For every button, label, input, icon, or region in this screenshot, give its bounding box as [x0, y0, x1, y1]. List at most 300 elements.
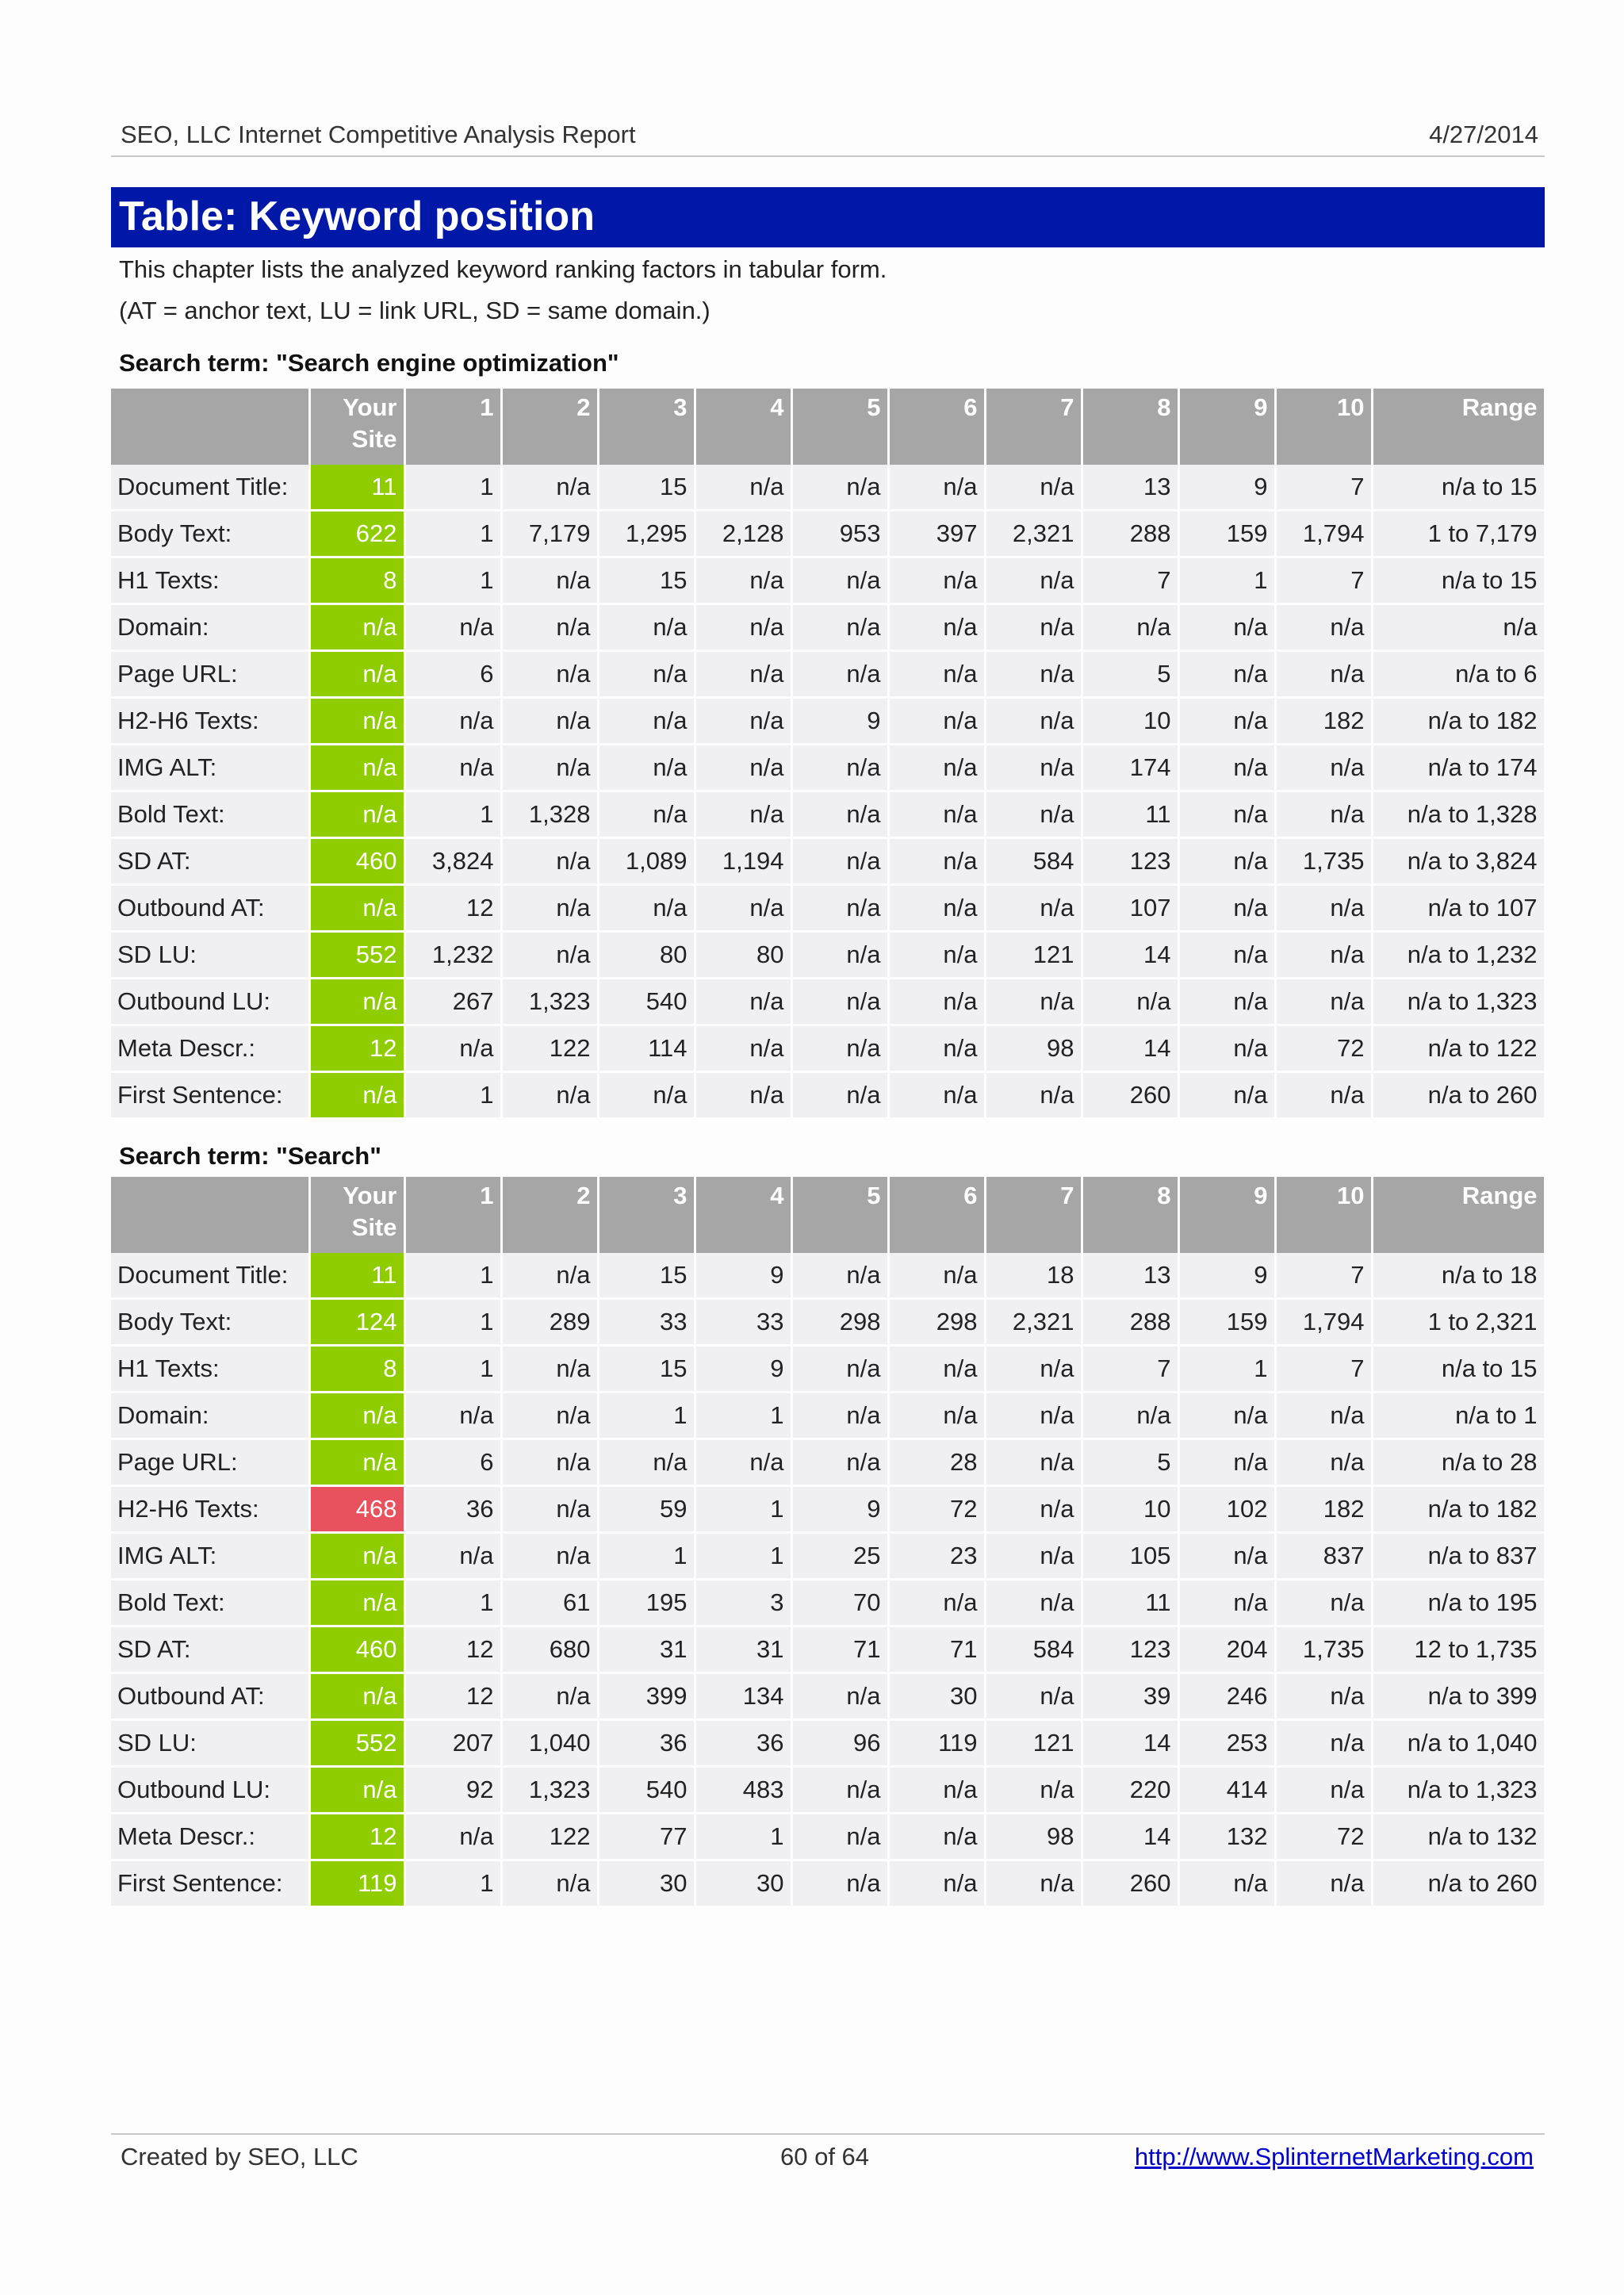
competitor-cell: 2,321: [985, 1299, 1082, 1346]
competitor-cell: n/a: [1178, 791, 1275, 838]
row-label: SD AT:: [111, 838, 309, 885]
competitor-cell: 195: [598, 1580, 695, 1626]
competitor-cell: n/a: [888, 1346, 985, 1393]
competitor-cell: n/a: [791, 1072, 888, 1119]
competitor-cell: n/a: [598, 791, 695, 838]
competitor-cell: 1,735: [1275, 1626, 1372, 1673]
column-header: 1: [404, 389, 501, 465]
range-cell: n/a to 107: [1372, 885, 1545, 932]
competitor-cell: 122: [501, 1025, 598, 1072]
table-row: [111, 791, 1545, 838]
competitor-cell: n/a: [888, 1580, 985, 1626]
competitor-cell: 3,824: [404, 838, 501, 885]
your-site-cell: 460: [309, 838, 404, 885]
competitor-cell: n/a: [888, 465, 985, 511]
competitor-cell: n/a: [598, 885, 695, 932]
competitor-cell: n/a: [1275, 885, 1372, 932]
row-label: SD AT:: [111, 1626, 309, 1673]
competitor-cell: n/a: [791, 1439, 888, 1486]
competitor-cell: 9: [695, 1346, 791, 1393]
competitor-cell: 289: [501, 1299, 598, 1346]
competitor-cell: n/a: [1178, 838, 1275, 885]
row-label: SD LU:: [111, 932, 309, 979]
competitor-cell: 1: [404, 1072, 501, 1119]
search-term-label-1: Search term: "Search engine optimization": [119, 349, 619, 377]
header-row: [111, 389, 1545, 465]
competitor-cell: 119: [888, 1720, 985, 1767]
competitor-cell: n/a: [985, 1860, 1082, 1907]
competitor-cell: 2,128: [695, 511, 791, 557]
competitor-cell: n/a: [501, 1439, 598, 1486]
competitor-cell: n/a: [985, 1439, 1082, 1486]
competitor-cell: n/a: [888, 1393, 985, 1439]
competitor-cell: 1: [404, 557, 501, 604]
competitor-cell: n/a: [695, 791, 791, 838]
competitor-cell: n/a: [888, 1253, 985, 1299]
intro-line-2: (AT = anchor text, LU = link URL, SD = same domain.): [119, 297, 710, 324]
competitor-cell: n/a: [791, 1860, 888, 1907]
competitor-cell: n/a: [888, 1814, 985, 1860]
competitor-cell: n/a: [695, 651, 791, 698]
competitor-cell: 59: [598, 1486, 695, 1533]
range-cell: n/a to 1: [1372, 1393, 1545, 1439]
your-site-cell: n/a: [309, 885, 404, 932]
competitor-cell: 123: [1082, 1626, 1178, 1673]
competitor-cell: 102: [1178, 1486, 1275, 1533]
competitor-cell: 13: [1082, 1253, 1178, 1299]
column-header: 4: [695, 1177, 791, 1253]
competitor-cell: n/a: [404, 604, 501, 651]
competitor-cell: 10: [1082, 698, 1178, 745]
competitor-cell: 98: [985, 1814, 1082, 1860]
competitor-cell: 260: [1082, 1860, 1178, 1907]
row-label: Outbound AT:: [111, 885, 309, 932]
header-row: [111, 1177, 1545, 1253]
competitor-cell: 14: [1082, 1720, 1178, 1767]
competitor-cell: 174: [1082, 745, 1178, 791]
competitor-cell: 5: [1082, 1439, 1178, 1486]
competitor-cell: n/a: [404, 745, 501, 791]
competitor-cell: 30: [598, 1860, 695, 1907]
page-header: [111, 117, 1545, 157]
competitor-cell: 33: [598, 1299, 695, 1346]
competitor-cell: n/a: [598, 604, 695, 651]
search-term-label-2: Search term: "Search": [119, 1142, 381, 1170]
competitor-cell: 288: [1082, 511, 1178, 557]
competitor-cell: n/a: [985, 1533, 1082, 1580]
competitor-cell: n/a: [501, 465, 598, 511]
competitor-cell: n/a: [791, 1814, 888, 1860]
competitor-cell: n/a: [791, 791, 888, 838]
competitor-cell: 7: [1082, 1346, 1178, 1393]
competitor-cell: 1,735: [1275, 838, 1372, 885]
footer-page-number: 60 of 64: [780, 2143, 870, 2170]
competitor-cell: 7: [1275, 1253, 1372, 1299]
column-header: 8: [1082, 1177, 1178, 1253]
competitor-cell: 121: [985, 932, 1082, 979]
competitor-cell: 121: [985, 1720, 1082, 1767]
competitor-cell: n/a: [888, 979, 985, 1025]
your-site-cell: n/a: [309, 698, 404, 745]
competitor-cell: n/a: [695, 1025, 791, 1072]
competitor-cell: 399: [598, 1673, 695, 1720]
competitor-cell: 288: [1082, 1299, 1178, 1346]
competitor-cell: n/a: [1178, 745, 1275, 791]
competitor-cell: n/a: [791, 1346, 888, 1393]
competitor-cell: 70: [791, 1580, 888, 1626]
column-header: 5: [791, 389, 888, 465]
range-cell: n/a: [1372, 604, 1545, 651]
table-row: [111, 1253, 1545, 1299]
competitor-cell: n/a: [985, 885, 1082, 932]
competitor-cell: 7,179: [501, 511, 598, 557]
row-label: IMG ALT:: [111, 745, 309, 791]
competitor-cell: n/a: [404, 1025, 501, 1072]
competitor-cell: n/a: [888, 932, 985, 979]
competitor-cell: n/a: [1275, 1720, 1372, 1767]
competitor-cell: 80: [598, 932, 695, 979]
table-row: [111, 1299, 1545, 1346]
competitor-cell: 298: [791, 1299, 888, 1346]
range-cell: n/a to 260: [1372, 1860, 1545, 1907]
competitor-cell: 1: [404, 511, 501, 557]
range-cell: 1 to 7,179: [1372, 511, 1545, 557]
competitor-cell: 72: [1275, 1814, 1372, 1860]
competitor-cell: n/a: [1178, 1533, 1275, 1580]
competitor-cell: n/a: [695, 465, 791, 511]
column-header: Range: [1372, 389, 1545, 465]
range-cell: n/a to 260: [1372, 1072, 1545, 1119]
table-row: [111, 604, 1545, 651]
competitor-cell: n/a: [404, 1393, 501, 1439]
competitor-cell: n/a: [791, 604, 888, 651]
competitor-cell: n/a: [985, 698, 1082, 745]
competitor-cell: n/a: [985, 1673, 1082, 1720]
competitor-cell: 397: [888, 511, 985, 557]
row-label: H2-H6 Texts:: [111, 698, 309, 745]
competitor-cell: n/a: [985, 557, 1082, 604]
competitor-cell: n/a: [888, 651, 985, 698]
competitor-cell: 1,328: [501, 791, 598, 838]
competitor-cell: 71: [791, 1626, 888, 1673]
competitor-cell: 260: [1082, 1072, 1178, 1119]
competitor-cell: 1,295: [598, 511, 695, 557]
competitor-cell: 10: [1082, 1486, 1178, 1533]
competitor-cell: n/a: [888, 791, 985, 838]
competitor-cell: n/a: [404, 1533, 501, 1580]
competitor-cell: n/a: [1275, 1767, 1372, 1814]
header-blank-cell: [111, 389, 309, 465]
your-site-cell: n/a: [309, 1767, 404, 1814]
competitor-cell: n/a: [888, 745, 985, 791]
competitor-cell: 267: [404, 979, 501, 1025]
row-label: First Sentence:: [111, 1072, 309, 1119]
competitor-cell: n/a: [1082, 979, 1178, 1025]
table-row: [111, 1580, 1545, 1626]
column-header: 7: [985, 1177, 1082, 1253]
competitor-cell: 28: [888, 1439, 985, 1486]
report-title: SEO, LLC Internet Competitive Analysis Report: [121, 121, 636, 148]
competitor-cell: 98: [985, 1025, 1082, 1072]
competitor-cell: n/a: [501, 932, 598, 979]
table-row: [111, 651, 1545, 698]
range-cell: n/a to 6: [1372, 651, 1545, 698]
competitor-cell: n/a: [695, 557, 791, 604]
competitor-cell: n/a: [598, 1439, 695, 1486]
row-label: Meta Descr.:: [111, 1814, 309, 1860]
competitor-cell: 9: [695, 1253, 791, 1299]
competitor-cell: 13: [1082, 465, 1178, 511]
your-site-cell: n/a: [309, 979, 404, 1025]
competitor-cell: n/a: [404, 1814, 501, 1860]
row-label: Meta Descr.:: [111, 1025, 309, 1072]
range-cell: n/a to 132: [1372, 1814, 1545, 1860]
competitor-cell: 18: [985, 1253, 1082, 1299]
your-site-cell: n/a: [309, 651, 404, 698]
competitor-cell: n/a: [598, 651, 695, 698]
competitor-cell: n/a: [1275, 1860, 1372, 1907]
competitor-cell: n/a: [791, 651, 888, 698]
competitor-cell: n/a: [791, 557, 888, 604]
competitor-cell: n/a: [1275, 604, 1372, 651]
row-label: Body Text:: [111, 511, 309, 557]
range-cell: n/a to 195: [1372, 1580, 1545, 1626]
row-label: H2-H6 Texts:: [111, 1486, 309, 1533]
range-cell: n/a to 399: [1372, 1673, 1545, 1720]
competitor-cell: n/a: [695, 979, 791, 1025]
table-row: [111, 465, 1545, 511]
your-site-cell: 12: [309, 1025, 404, 1072]
competitor-cell: 207: [404, 1720, 501, 1767]
range-cell: n/a to 1,323: [1372, 1767, 1545, 1814]
competitor-cell: 182: [1275, 1486, 1372, 1533]
column-header: 7: [985, 389, 1082, 465]
competitor-cell: n/a: [985, 465, 1082, 511]
table-row: [111, 1673, 1545, 1720]
column-header: 2: [501, 389, 598, 465]
competitor-cell: n/a: [1275, 1072, 1372, 1119]
competitor-cell: 114: [598, 1025, 695, 1072]
competitor-cell: 246: [1178, 1673, 1275, 1720]
competitor-cell: 3: [695, 1580, 791, 1626]
your-site-cell: 124: [309, 1299, 404, 1346]
row-label: H1 Texts:: [111, 557, 309, 604]
competitor-cell: 9: [1178, 1253, 1275, 1299]
table-row: [111, 1767, 1545, 1814]
competitor-cell: n/a: [598, 1072, 695, 1119]
table-row: [111, 979, 1545, 1025]
competitor-cell: 1: [598, 1393, 695, 1439]
competitor-cell: 837: [1275, 1533, 1372, 1580]
footer-created-by: Created by SEO, LLC: [121, 2143, 358, 2170]
competitor-cell: 414: [1178, 1767, 1275, 1814]
competitor-cell: 14: [1082, 1814, 1178, 1860]
table-row: [111, 1486, 1545, 1533]
competitor-cell: n/a: [888, 838, 985, 885]
competitor-cell: n/a: [985, 745, 1082, 791]
row-label: SD LU:: [111, 1720, 309, 1767]
competitor-cell: n/a: [888, 1025, 985, 1072]
table-row: [111, 1720, 1545, 1767]
column-header: 6: [888, 1177, 985, 1253]
intro-line-1: This chapter lists the analyzed keyword ranking factors in tabular form.: [119, 255, 887, 283]
competitor-cell: n/a: [791, 1673, 888, 1720]
your-site-cell: 552: [309, 932, 404, 979]
competitor-cell: 182: [1275, 698, 1372, 745]
competitor-cell: n/a: [791, 1393, 888, 1439]
competitor-cell: 1: [404, 791, 501, 838]
competitor-cell: 483: [695, 1767, 791, 1814]
competitor-cell: n/a: [1275, 979, 1372, 1025]
competitor-cell: n/a: [501, 698, 598, 745]
competitor-cell: 31: [695, 1626, 791, 1673]
competitor-cell: 25: [791, 1533, 888, 1580]
row-label: Page URL:: [111, 1439, 309, 1486]
range-cell: n/a to 15: [1372, 557, 1545, 604]
competitor-cell: 123: [1082, 838, 1178, 885]
competitor-cell: 1,040: [501, 1720, 598, 1767]
your-site-cell: n/a: [309, 745, 404, 791]
footer-url-link[interactable]: http://www.SplinternetMarketing.com: [1134, 2143, 1534, 2170]
competitor-cell: n/a: [1082, 604, 1178, 651]
column-header: 3: [598, 389, 695, 465]
competitor-cell: 30: [695, 1860, 791, 1907]
competitor-cell: 584: [985, 1626, 1082, 1673]
table-row: [111, 511, 1545, 557]
competitor-cell: n/a: [985, 979, 1082, 1025]
column-header: 10: [1275, 389, 1372, 465]
range-cell: n/a to 122: [1372, 1025, 1545, 1072]
your-site-cell: 11: [309, 465, 404, 511]
competitor-cell: 159: [1178, 511, 1275, 557]
competitor-cell: 77: [598, 1814, 695, 1860]
competitor-cell: 7: [1275, 1346, 1372, 1393]
column-header: 9: [1178, 389, 1275, 465]
column-header: 2: [501, 1177, 598, 1253]
table-row: [111, 1626, 1545, 1673]
competitor-cell: n/a: [888, 1072, 985, 1119]
competitor-cell: n/a: [501, 557, 598, 604]
keyword-table-2: [111, 1177, 1546, 1908]
competitor-cell: 80: [695, 932, 791, 979]
row-label: Domain:: [111, 1393, 309, 1439]
column-header: 5: [791, 1177, 888, 1253]
your-site-cell: 119: [309, 1860, 404, 1907]
competitor-cell: 253: [1178, 1720, 1275, 1767]
competitor-cell: 1,323: [501, 1767, 598, 1814]
section-title: Table: Keyword position: [119, 193, 595, 239]
keyword-table-1: [111, 389, 1546, 1120]
header-blank-cell: [111, 1177, 309, 1253]
competitor-cell: n/a: [1178, 885, 1275, 932]
column-header: 3: [598, 1177, 695, 1253]
your-site-cell: n/a: [309, 1393, 404, 1439]
competitor-cell: 33: [695, 1299, 791, 1346]
range-cell: n/a to 18: [1372, 1253, 1545, 1299]
table-row: [111, 1393, 1545, 1439]
competitor-cell: 14: [1082, 1025, 1178, 1072]
competitor-cell: n/a: [1178, 979, 1275, 1025]
range-cell: n/a to 28: [1372, 1439, 1545, 1486]
competitor-cell: n/a: [695, 698, 791, 745]
range-cell: n/a to 1,040: [1372, 1720, 1545, 1767]
table-row: [111, 1346, 1545, 1393]
table-row: [111, 745, 1545, 791]
competitor-cell: n/a: [791, 465, 888, 511]
competitor-cell: n/a: [501, 1533, 598, 1580]
competitor-cell: n/a: [1178, 932, 1275, 979]
column-header: 1: [404, 1177, 501, 1253]
competitor-cell: 1: [404, 1580, 501, 1626]
competitor-cell: n/a: [501, 838, 598, 885]
table-row: [111, 1533, 1545, 1580]
competitor-cell: 122: [501, 1814, 598, 1860]
competitor-cell: n/a: [1275, 932, 1372, 979]
competitor-cell: n/a: [1178, 651, 1275, 698]
table-row: [111, 698, 1545, 745]
table-row: [111, 1072, 1545, 1119]
row-label: Outbound AT:: [111, 1673, 309, 1720]
column-header: 6: [888, 389, 985, 465]
competitor-cell: 92: [404, 1767, 501, 1814]
your-site-cell: 460: [309, 1626, 404, 1673]
your-site-cell: n/a: [309, 1533, 404, 1580]
competitor-cell: n/a: [501, 1393, 598, 1439]
competitor-cell: n/a: [985, 1072, 1082, 1119]
competitor-cell: n/a: [1275, 651, 1372, 698]
competitor-cell: n/a: [888, 604, 985, 651]
report-date: 4/27/2014: [1429, 121, 1538, 148]
competitor-cell: 12: [404, 1673, 501, 1720]
competitor-cell: n/a: [501, 745, 598, 791]
competitor-cell: n/a: [695, 745, 791, 791]
competitor-cell: 953: [791, 511, 888, 557]
competitor-cell: n/a: [985, 1393, 1082, 1439]
competitor-cell: n/a: [1275, 1439, 1372, 1486]
competitor-cell: n/a: [1275, 745, 1372, 791]
competitor-cell: n/a: [985, 651, 1082, 698]
range-cell: n/a to 1,323: [1372, 979, 1545, 1025]
competitor-cell: 105: [1082, 1533, 1178, 1580]
competitor-cell: n/a: [695, 1439, 791, 1486]
table-row: [111, 932, 1545, 979]
competitor-cell: n/a: [791, 1767, 888, 1814]
competitor-cell: n/a: [501, 1253, 598, 1299]
competitor-cell: 5: [1082, 651, 1178, 698]
competitor-cell: n/a: [888, 1860, 985, 1907]
column-header: 4: [695, 389, 791, 465]
competitor-cell: 71: [888, 1626, 985, 1673]
your-site-cell: 8: [309, 557, 404, 604]
section-title-bar: [111, 187, 1545, 247]
competitor-cell: n/a: [404, 698, 501, 745]
range-cell: 1 to 2,321: [1372, 1299, 1545, 1346]
competitor-cell: n/a: [888, 1767, 985, 1814]
page-footer: [111, 2133, 1545, 2174]
competitor-cell: 72: [1275, 1025, 1372, 1072]
competitor-cell: 1: [598, 1533, 695, 1580]
your-site-cell: 468: [309, 1486, 404, 1533]
competitor-cell: 96: [791, 1720, 888, 1767]
competitor-cell: 1: [695, 1533, 791, 1580]
competitor-cell: n/a: [501, 651, 598, 698]
row-label: Bold Text:: [111, 791, 309, 838]
competitor-cell: 7: [1275, 465, 1372, 511]
competitor-cell: n/a: [791, 1025, 888, 1072]
competitor-cell: n/a: [791, 745, 888, 791]
competitor-cell: n/a: [1275, 1393, 1372, 1439]
competitor-cell: n/a: [695, 885, 791, 932]
